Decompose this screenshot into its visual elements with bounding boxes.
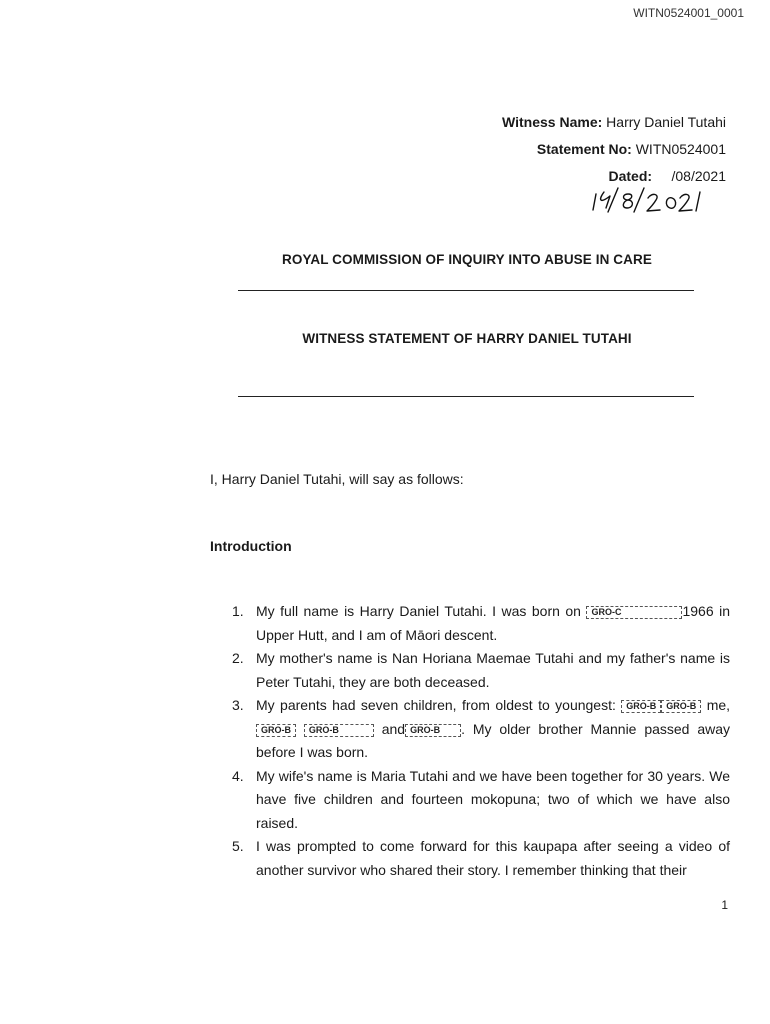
witness-name-value: Harry Daniel Tutahi: [606, 114, 726, 130]
paragraph-text: [256, 694, 730, 765]
dated-line: [608, 168, 726, 184]
document-title: ROYAL COMMISSION OF INQUIRY INTO ABUSE IN CARE: [282, 252, 652, 267]
list-item: [232, 647, 730, 694]
paragraph-text-part: me,: [706, 697, 731, 713]
redaction-box: GRO-B: [621, 700, 661, 713]
list-item: [232, 600, 730, 647]
paragraph-text-part: My full name is Harry Daniel Tutahi. I was born on: [256, 603, 581, 619]
paragraph-text-part: and: [381, 720, 406, 737]
list-item: [232, 694, 730, 765]
list-item: [232, 765, 730, 836]
list-item: [232, 835, 730, 882]
paragraph-number: 5.: [232, 838, 244, 854]
paragraph-text-part: 1966 in Upper Hutt, and I am of Māori descent.: [256, 603, 731, 643]
paragraph-number: 2.: [232, 650, 244, 666]
redaction-box: GRO-B: [256, 724, 296, 737]
numbered-paragraphs: [232, 600, 730, 882]
dated-value: /08/2021: [671, 168, 726, 184]
witness-name-label: Witness Name:: [502, 114, 603, 130]
intro-statement: I, Harry Daniel Tutahi, will say as follows:: [210, 471, 464, 487]
title-divider: [238, 290, 694, 291]
redaction-box: GRO-B: [661, 700, 701, 713]
redaction-box: GRO-B: [405, 724, 461, 737]
paragraph-text: My mother's name is Nan Horiana Maemae Tutahi and my father's name is Peter Tutahi, they are both deceased.: [256, 650, 730, 690]
paragraph-text: I was prompted to come forward for this kaupapa after seeing a video of another survivor who shared their story. I remember thinking that their: [256, 838, 730, 878]
page-number: 1: [721, 898, 728, 912]
paragraph-text-part: . My older brother Mannie passed away before I was born.: [256, 720, 731, 760]
statement-no-line: [537, 141, 726, 157]
redaction-box: GRO-C: [586, 606, 682, 619]
statement-no-label: Statement No:: [536, 141, 632, 157]
document-id: WITN0524001_0001: [633, 6, 744, 20]
paragraph-text: My wife's name is Maria Tutahi and we have been together for 30 years. We have five children and fourteen mokopuna; two of which we have also raised.: [256, 767, 730, 831]
dated-label: Dated:: [608, 168, 653, 184]
statement-no-value: WITN0524001: [635, 141, 726, 157]
paragraph-text-part: My parents had seven children, from oldest to youngest:: [256, 697, 616, 713]
paragraph-number: 3.: [232, 697, 244, 713]
subtitle-divider: [238, 396, 694, 397]
handwritten-date-signature: [584, 184, 724, 216]
witness-name-line: [502, 114, 726, 130]
paragraph-number: 4.: [232, 767, 244, 784]
document-subtitle: WITNESS STATEMENT OF HARRY DANIEL TUTAHI: [302, 331, 632, 346]
paragraph-text: [256, 600, 730, 647]
section-heading: Introduction: [210, 538, 292, 554]
paragraph-number: 1.: [232, 603, 244, 619]
redaction-box: GRO-B: [304, 724, 374, 737]
